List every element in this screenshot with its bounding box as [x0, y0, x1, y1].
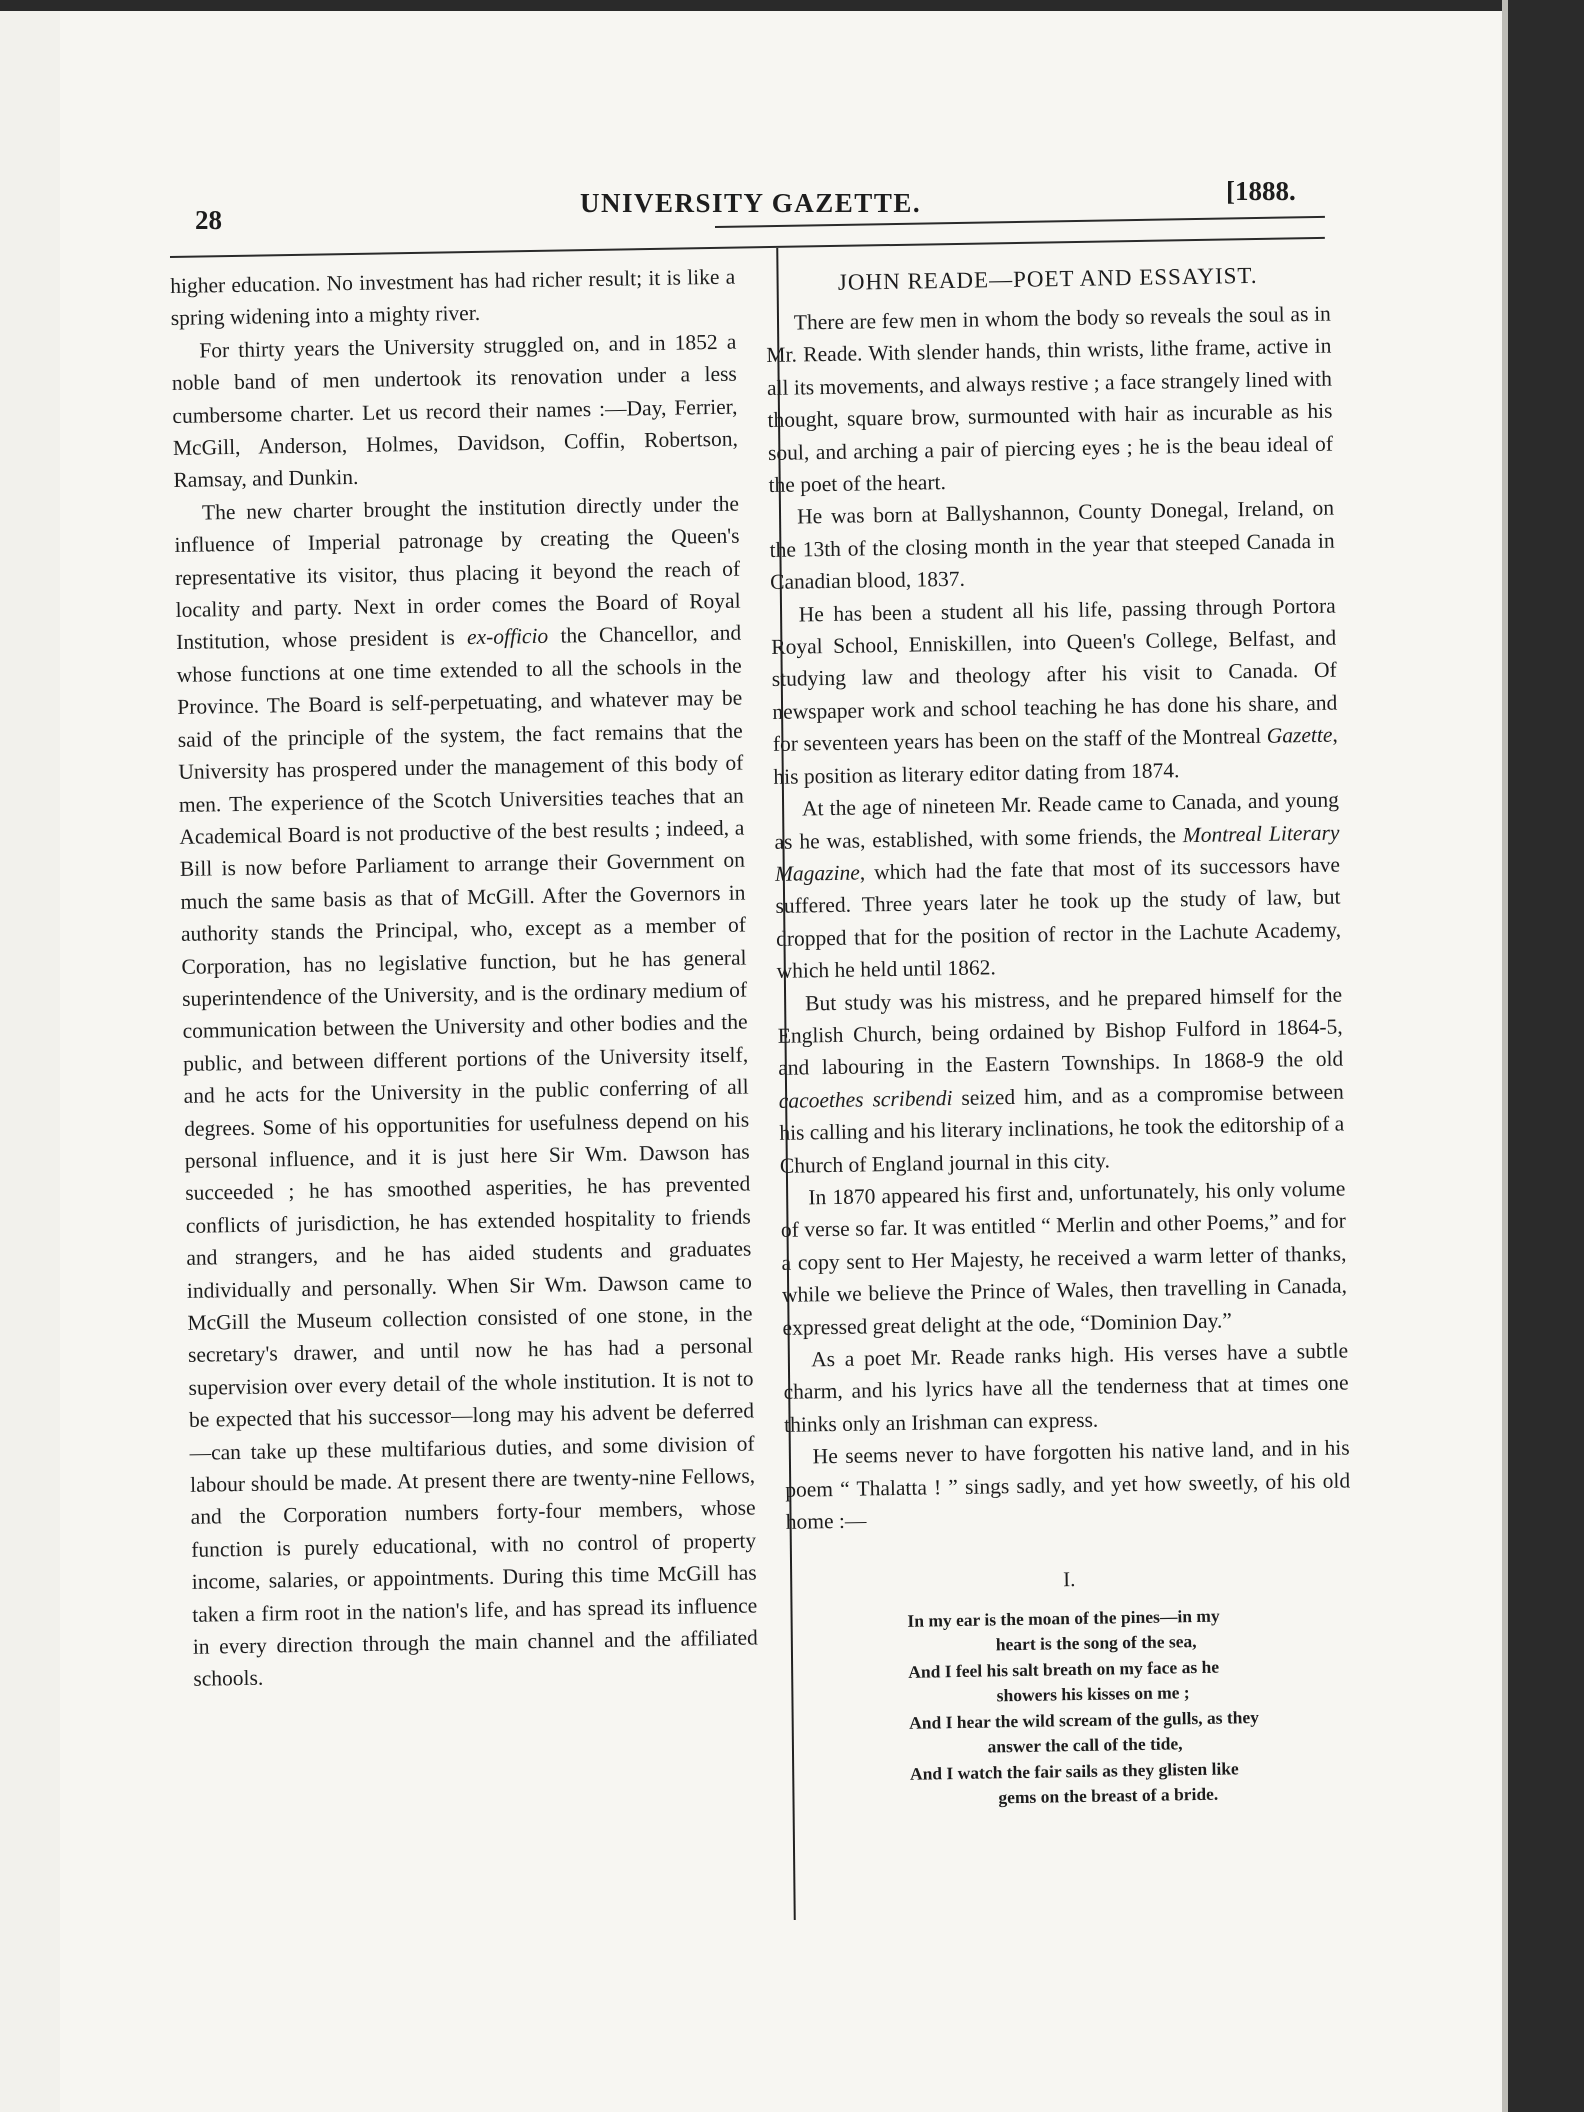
issue-year: [1888.	[1226, 176, 1296, 206]
poem-line: answer the call of the tide,	[987, 1733, 1183, 1757]
poem-line: And I feel his salt breath on my face as he	[908, 1656, 1220, 1682]
book-spine	[1508, 0, 1584, 2112]
poem-line: In my ear is the moan of the pines—in my	[907, 1605, 1220, 1631]
paragraph: But study was his mistress, and he prepared himself for the English Church, being ordained by Bishop Fulford in 1864-5, and labouring in the Eastern Townships. In 1868-9 the old cacoethes scribendi seized him, and as a compromise between his calling and his literary inclinations, he took the editorship of a Church of England journal in this city.	[777, 982, 1345, 1178]
poem-line: gems on the breast of a bride.	[998, 1784, 1219, 1808]
left-column	[170, 261, 759, 1696]
paragraph: He was born at Ballyshannon, County Donegal, Ireland, on the 13th of the closing month in the year that steeped Canada in Canadian blood, 1837.	[769, 496, 1335, 595]
paragraph: He has been a student all his life, passing through Portora Royal School, Enniskillen, into Queen's College, Belfast, and studying law and theology after his visit to Canada. Of newspaper work and school teaching he has done his share, and for seventeen years has been on the staff of the Montreal Gazette, his position as literary editor dating from 1874.	[771, 593, 1339, 789]
poem-line: showers his kisses on me ;	[996, 1682, 1190, 1706]
right-column	[765, 260, 1356, 1815]
poem-stanza	[907, 1601, 1355, 1812]
page-number: 28	[195, 205, 222, 235]
stanza-number: I.	[1062, 1567, 1076, 1592]
poem-line: heart is the song of the sea,	[995, 1631, 1197, 1655]
paragraph: higher education. No investment has had richer result; it is like a spring widening into a mighty river.	[170, 264, 736, 331]
paragraph: For thirty years the University struggled on, and in 1852 a noble band of men undertook its renovation under a less cumbersome charter. Let us record their names :—Day, Ferrier, McGill, Anderson, Holmes, Davidson, Coffin, Robertson, Ramsay, and Dunkin.	[171, 329, 739, 493]
paragraph: The new charter brought the institution directly under the influence of Imperial patronage by creating the Queen's representative its visitor, thus placing it beyond the reach of locality and party. Next in order comes the Board of Royal Institution, whose president is ex-officio the Chancellor, and whose functions at one time extended to all the schools in the Province. The Board is self-perpetuating, and whatever may be said of the principle of the system, the fact remains that the University has prospered under the management of this body of men. The experience of the Scotch Universities teaches that an Academical Board is not productive of the best results ; indeed, a Bill is now before Parliament to arrange their Government on much the same basis as that of McGill. After the Governors in authority stands the Principal, who, except as a member of Corporation, has no legislative function, but he has general superintendence of the University, and is the ordinary medium of communication between the University and other bodies and the public, and between different portions of the University itself, and he acts for the University in the public conferring of all degrees. Some of his opportunities for usefulness depend on his personal influence, and it is just here Sir Wm. Dawson has succeeded ; he has smoothed asperities, he has prevented conflicts of jurisdiction, he has extended hospitality to friends and strangers, and he has aided students and graduates individually and personally. When Sir Wm. Dawson came to McGill the Museum collection consisted of one stone, in the secretary's drawer, and until now he has had a personal supervision over every detail of the whole institution. It is not to be expected that his successor—long may his advent be deferred—can take up these multifarious duties, and some division of labour should be made. At present there are twenty-nine Fellows, and the Corporation numbers forty-four members, whose function is purely educational, with no control of property income, salaries, or appointments. During this time McGill has taken a firm root in the nation's life, and has spread its influence in every direction through the main channel and the affiliated schools.	[174, 491, 758, 1692]
article-title: JOHN READE—POET AND ESSAYIST.	[837, 262, 1258, 295]
paragraph: There are few men in whom the body so reveals the soul as in Mr. Reade. With slender hands, thin wrists, lithe frame, active in all its movements, and always restive ; a face strangely lined with thought, square brow, surmounted with hair as incurable as his soul, and arching a pair of piercing eyes ; he is the beau ideal of the poet of the heart.	[766, 301, 1334, 497]
paragraph: In 1870 appeared his first and, unfortunately, his only volume of verse so far. It was entitled “ Merlin and other Poems,” and for a copy sent to Her Majesty, he received a warm letter of thanks, while we believe the Prince of Wales, then travelling in Canada, expressed great delight at the ode, “Dominion Day.”	[780, 1176, 1348, 1340]
paragraph: At the age of nineteen Mr. Reade came to Canada, and young as he was, established, with some friends, the Montreal Literary Magazine, which had the fate that most of its successors have suffered. Three years later he took up the study of law, but dropped that for the position of rector in the Lachute Academy, which he held until 1862.	[774, 787, 1342, 984]
paragraph: He seems never to have forgotten his native land, and in his poem “ Thalatta ! ” sings sadly, and yet how sweetly, of his old home :—	[785, 1435, 1351, 1534]
scan-top-border	[0, 0, 1584, 11]
poem-line: And I watch the fair sails as they glisten like	[909, 1758, 1239, 1784]
poem-line: And I hear the wild scream of the gulls, as they	[908, 1706, 1260, 1733]
publication-title: UNIVERSITY GAZETTE.	[580, 188, 922, 218]
paragraph: As a poet Mr. Reade ranks high. His verses have a subtle charm, and his lyrics have all the tenderness that at times one thinks only an Irishman can express.	[783, 1338, 1349, 1437]
